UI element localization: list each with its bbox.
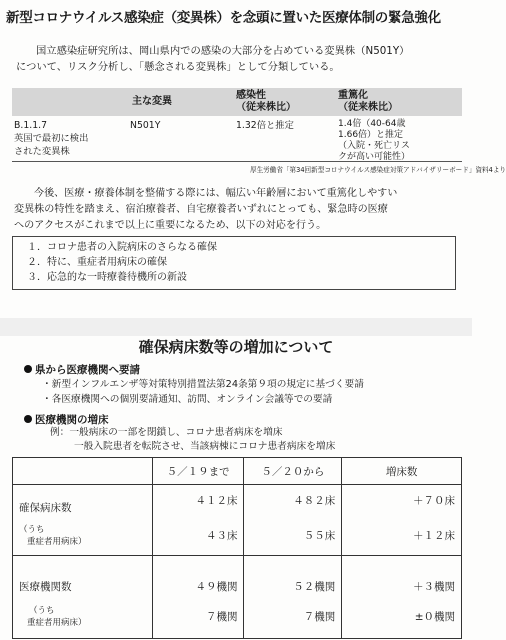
variant-mutation: N501Y — [130, 120, 161, 131]
variant-row — [12, 117, 462, 162]
header-mutation: 主な変異 — [132, 96, 172, 107]
page-title: 新型コロナウイルス感染症（変異株）を念頭に置いた医療体制の緊急強化 — [6, 10, 441, 26]
bullet-request-item: ・新型インフルエンザ等対策特別措置法第24条第９項の規定に基づく要請 — [42, 379, 364, 390]
list-item: ３．応急的な一時療養待機所の新設 — [27, 272, 187, 283]
page-divider — [0, 318, 472, 336]
cell-value: ４１２床 — [152, 485, 244, 516]
table-row — [13, 515, 462, 556]
table-row — [13, 594, 462, 639]
bullet-dot-icon — [24, 415, 32, 423]
action-list — [12, 236, 456, 290]
table-header-cell: 増床数 — [342, 458, 462, 485]
intro-line: 国立感染症研究所は、岡山県内での感染の大部分を占めている変異株（N501Y） — [36, 45, 410, 57]
table-header-cell: ５／１９まで — [152, 458, 244, 485]
table-header-blank — [13, 458, 153, 485]
list-item: ２．特に、重症者用病床の確保 — [27, 257, 167, 268]
row-label: （うち 重症者用病床） — [13, 515, 153, 556]
cell-value: ５５床 — [244, 515, 342, 556]
table-header-row — [13, 458, 462, 485]
header-infectivity: 感染性 （従来株比） — [236, 90, 296, 113]
cell-value: ７機関 — [152, 594, 244, 639]
table-header-cell: ５／２０から — [244, 458, 342, 485]
bullet-dot-icon — [24, 365, 32, 373]
row-label: 医療機関数 — [13, 556, 153, 595]
bullet-request: 県から医療機関へ要請 — [24, 362, 140, 377]
cell-value: ４９機関 — [152, 556, 244, 595]
cell-value: ＋１２床 — [342, 515, 462, 556]
header-severity: 重篤化 （従来株比） — [338, 90, 398, 113]
bullet-expansion-item: 一般入院患者を転院させ、当該病棟にコロナ患者病床を増床 — [74, 441, 336, 452]
intro-line: について、リスク分析し、「懸念される変異株」として分類している。 — [16, 61, 340, 73]
section-title: 確保病床数等の増加について — [138, 338, 334, 356]
cell-value: ７機関 — [244, 594, 342, 639]
row-label: 確保病床数 — [13, 485, 153, 516]
bullet-expansion: 医療機関の増床 — [24, 412, 109, 427]
list-item: １．コロナ患者の入院病床のさらなる確保 — [27, 242, 217, 253]
variant-name: B.1.1.7 英国で最初に検出 された変異株 — [14, 120, 89, 157]
cell-value: ＋７０床 — [342, 485, 462, 516]
bullet-expansion-item: 例：一般病床の一部を閉鎖し、コロナ患者病床を増床 — [50, 427, 283, 438]
cell-value: ４３床 — [152, 515, 244, 556]
table-row — [13, 485, 462, 516]
row-label: （うち 重症者用病床） — [13, 594, 153, 639]
source-note: 厚生労働省「第34回新型コロナウイルス感染症対策アドバイザリーボード」資料4より — [250, 166, 506, 174]
variant-severity: 1.4倍（40-64歳 1.66倍）と推定 （入院・死亡リス クが高い可能性） — [338, 119, 411, 162]
bed-table — [12, 457, 462, 639]
cell-value: ±０機関 — [342, 594, 462, 639]
variant-table-header — [12, 88, 462, 116]
cell-value: ＋３機関 — [342, 556, 462, 595]
intro-text — [16, 43, 456, 75]
variant-infectivity: 1.32倍と推定 — [236, 120, 294, 131]
table-row — [13, 556, 462, 595]
cell-value: ５２機関 — [244, 556, 342, 595]
policy-paragraph: 今後、医療・療養体制を整備する際には、幅広い年齢層において重篤化しやすい 変異株の特性を踏まえ、宿泊療養者、自宅療養者いずれにとっても、緊急時の医療 へのアクセスがこれまで以上に重要になるため、以下の対応を行う。 — [14, 188, 398, 231]
cell-value: ４８２床 — [244, 485, 342, 516]
bullet-request-item: ・各医療機関への個別要請通知、訪問、オンライン会議等での要請 — [42, 394, 333, 405]
